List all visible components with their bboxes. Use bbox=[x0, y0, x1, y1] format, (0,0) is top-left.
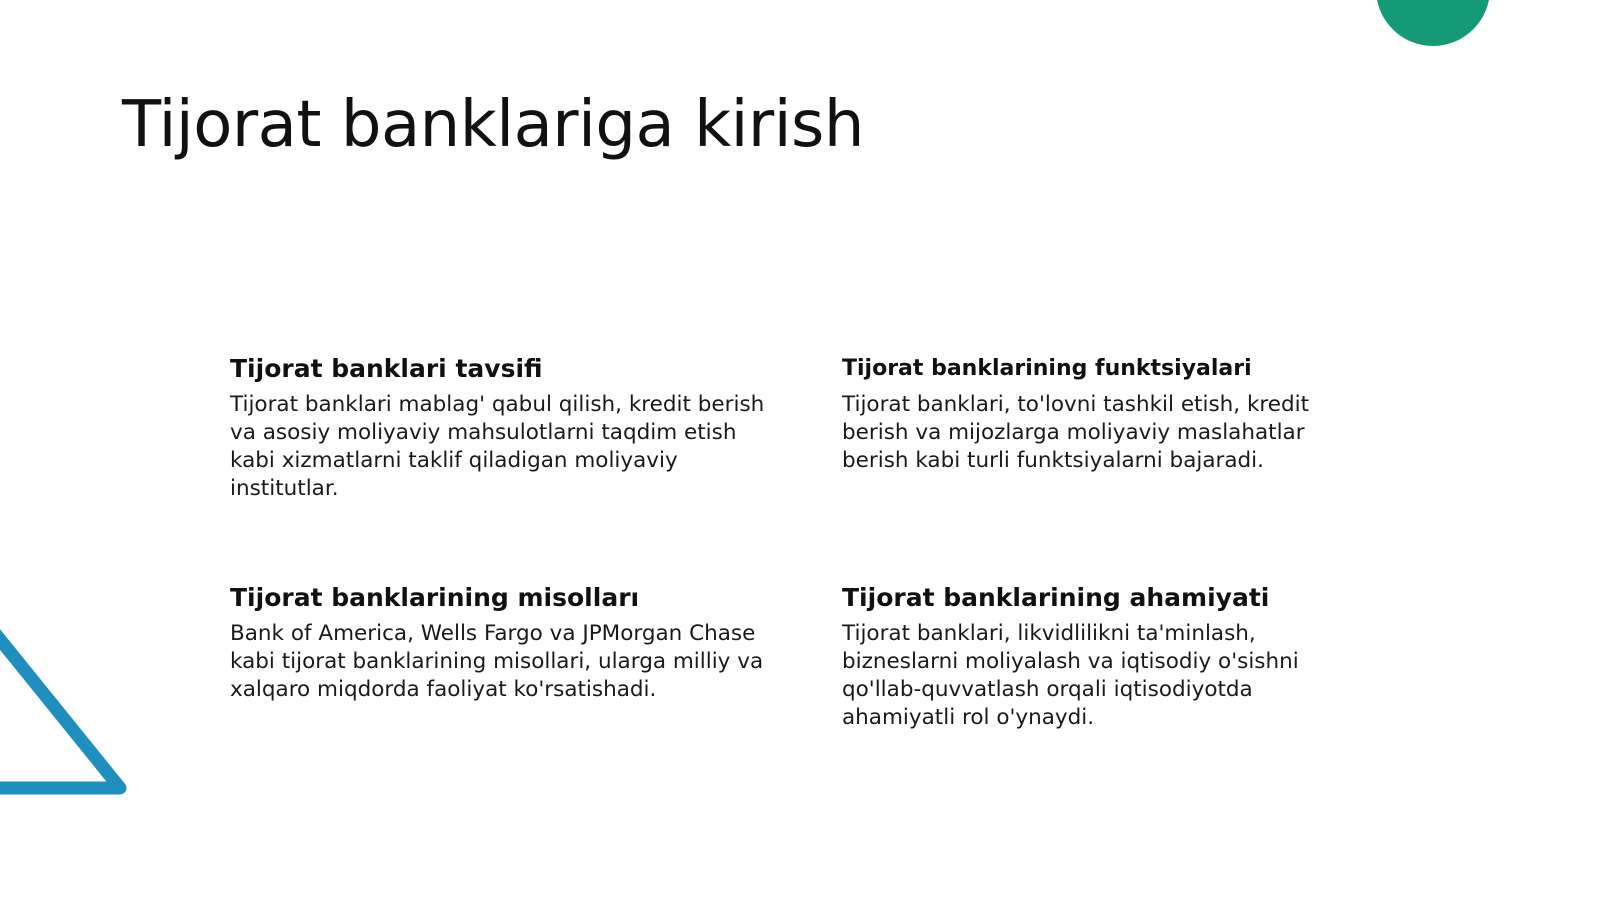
card-importance bbox=[842, 582, 1362, 732]
card-heading: Tijorat banklari tavsifi bbox=[230, 354, 543, 383]
decorative-triangle-shape bbox=[0, 570, 140, 820]
slide-title: Tijorat banklariga kirish bbox=[122, 88, 864, 162]
decorative-circle-shape bbox=[1376, 0, 1490, 46]
card-body: Tijorat banklari, to'lovni tashkil etish, kredit berish va mijozlarga moliyaviy maslahatlar berish kabi turli funktsiyalarni bajaradi. bbox=[842, 392, 1310, 473]
card-description bbox=[230, 353, 770, 503]
card-body: Bank of America, Wells Fargo va JPMorgan Chase kabi tijorat banklarining misollari, ularga milliy va xalqaro miqdorda faoliyat ko'rsatishadi. bbox=[230, 621, 764, 702]
card-heading: Tijorat banklarining misolları bbox=[230, 583, 640, 612]
card-heading: Tijorat banklarining funktsiyalari bbox=[842, 356, 1252, 381]
card-heading: Tijorat banklarining ahamiyati bbox=[842, 583, 1270, 612]
card-body: Tijorat banklari mablag' qabul qilish, kredit berish va asosiy moliyaviy mahsulotlarni taqdim etish kabi xizmatlarni taklif qiladigan moliyaviy institutlar. bbox=[230, 392, 765, 501]
card-examples bbox=[230, 582, 770, 704]
card-body: Tijorat banklari, likvidlilikni ta'minlash, bizneslarni moliyalash va iqtisodiy o'sishni qo'llab-quvvatlash orqali iqtisodiyotda ahamiyatli rol o'ynaydi. bbox=[842, 621, 1299, 730]
card-functions bbox=[842, 353, 1362, 475]
